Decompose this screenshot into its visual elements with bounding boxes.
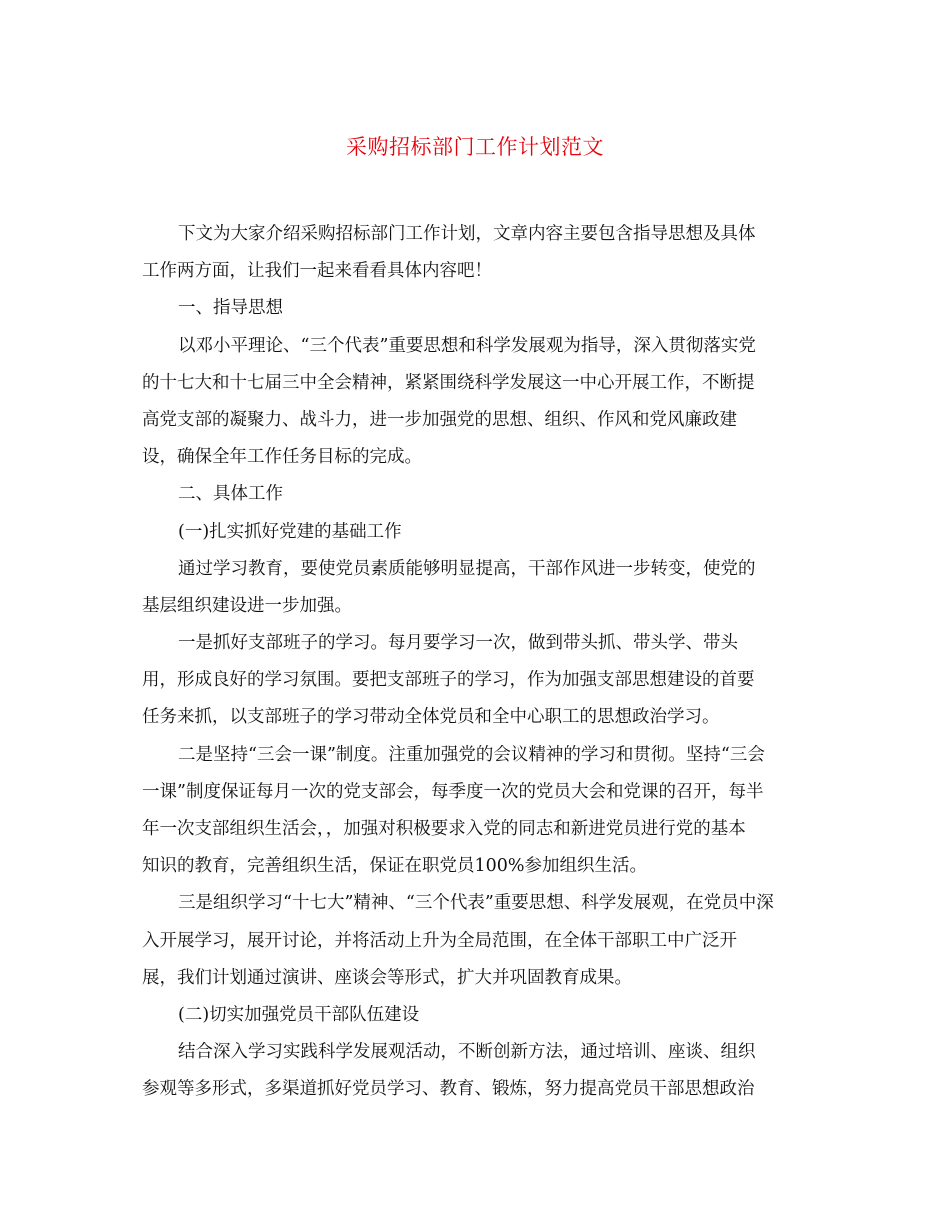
paragraph-line: 二是坚持“三会一课”制度。注重加强党的会议精神的学习和贯彻。坚持“三会 bbox=[178, 744, 765, 765]
paragraph-line: 知识的教育，完善组织生活，保证在职党员100%参加组织生活。 bbox=[142, 856, 648, 877]
paragraph-line: 基层组织建设进一步加强。 bbox=[142, 595, 352, 616]
paragraph-line: 三是组织学习“十七大”精神、“三个代表”重要思想、科学发展观，在党员中深 bbox=[178, 893, 774, 914]
document-body bbox=[142, 216, 810, 1109]
paragraph-line: 任务来抓，以支部班子的学习带动全体党员和全中心职工的思想政治学习。 bbox=[142, 707, 720, 728]
subsection-heading: (二)切实加强党员干部队伍建设 bbox=[178, 1004, 420, 1025]
paragraph-line: 参观等多形式，多渠道抓好党员学习、教育、锻炼，努力提高党员干部思想政治 bbox=[142, 1079, 755, 1100]
paragraph-line: 通过学习教育，要使党员素质能够明显提高，干部作风进一步转变，使党的 bbox=[178, 558, 756, 579]
paragraph-line: 一课”制度保证每月一次的党支部会，每季度一次的党员大会和党课的召开，每半 bbox=[142, 781, 764, 802]
paragraph-line: 入开展学习，展开讨论，并将活动上升为全局范围，在全体干部职工中广泛开 bbox=[142, 930, 737, 951]
paragraph-line: 结合深入学习实践科学发展观活动，不断创新方法，通过培训、座谈、组织 bbox=[178, 1042, 756, 1063]
paragraph-line: 设，确保全年工作任务目标的完成。 bbox=[142, 447, 422, 468]
paragraph-line: 的十七大和十七届三中全会精神，紧紧围绕科学发展这一中心开展工作，不断提 bbox=[142, 372, 755, 393]
paragraph-line: 以邓小平理论、“三个代表”重要思想和科学发展观为指导，深入贯彻落实党 bbox=[178, 335, 756, 356]
paragraph-line: 年一次支部组织生活会，，加强对积极要求入党的同志和新进党员进行党的基本 bbox=[142, 819, 746, 839]
paragraph-line: 展，我们计划通过演讲、座谈会等形式，扩大并巩固教育成果。 bbox=[142, 967, 632, 988]
paragraph-line: 用，形成良好的学习氛围。要把支部班子的学习，作为加强支部思想建设的首要 bbox=[142, 670, 755, 691]
paragraph-line: 工作两方面，让我们一起来看看具体内容吧！ bbox=[142, 261, 492, 282]
paragraph-line: 一是抓好支部班子的学习。每月要学习一次，做到带头抓、带头学、带头 bbox=[178, 633, 738, 654]
subsection-heading: (一)扎实抓好党建的基础工作 bbox=[178, 521, 402, 542]
paragraph-line: 下文为大家介绍采购招标部门工作计划，文章内容主要包含指导思想及具体 bbox=[178, 224, 756, 244]
document-title: 采购招标部门工作计划范文 bbox=[346, 135, 604, 159]
section-heading: 一、指导思想 bbox=[178, 298, 283, 319]
paragraph-line: 高党支部的凝聚力、战斗力，进一步加强党的思想、组织、作风和党风廉政建 bbox=[142, 409, 737, 430]
section-heading: 二、具体工作 bbox=[178, 484, 283, 505]
